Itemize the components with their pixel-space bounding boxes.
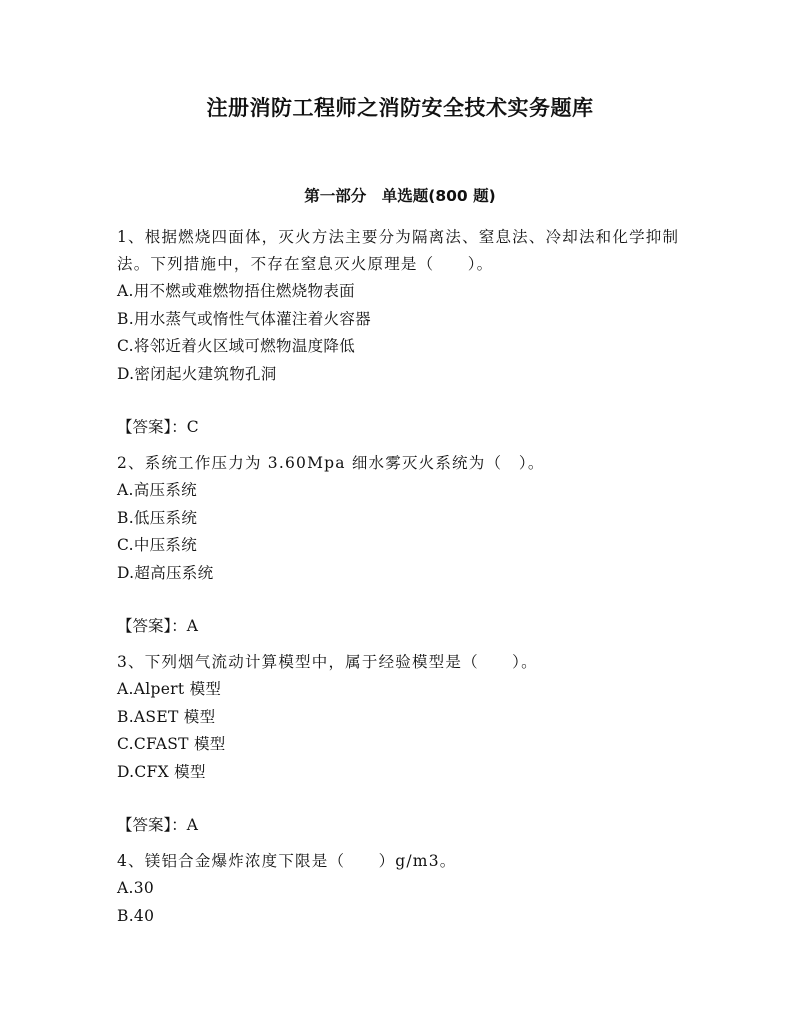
option-d: D.CFX 模型 xyxy=(117,762,206,781)
answer-label: 【答案】： xyxy=(117,418,187,436)
question-stem: 2、系统工作压力为 3.60Mpa 细水雾灭火系统为（ ）。 xyxy=(117,454,545,472)
option-b: B.低压系统 xyxy=(117,508,198,527)
option-a: A.Alpert 模型 xyxy=(117,680,222,698)
question-1 xyxy=(117,224,687,441)
option-b: B.ASET 模型 xyxy=(117,707,216,726)
option-c: C.中压系统 xyxy=(117,536,198,554)
answer-label: 【答案】： xyxy=(117,617,187,635)
option-d: D.超高压系统 xyxy=(117,563,214,582)
option-a: A.高压系统 xyxy=(117,481,197,499)
question-stem: 4、镁铝合金爆炸浓度下限是（ ）g/m3。 xyxy=(117,852,457,870)
option-c: C.CFAST 模型 xyxy=(117,735,226,753)
section-heading: 第一部分 单选题(800 题) xyxy=(304,187,496,205)
option-b: B.用水蒸气或惰性气体灌注着火容器 xyxy=(117,309,371,328)
option-d: D.密闭起火建筑物孔洞 xyxy=(117,364,277,383)
option-c: C.将邻近着火区域可燃物温度降低 xyxy=(117,337,356,355)
option-b: B.40 xyxy=(117,906,155,925)
answer-line xyxy=(117,812,687,839)
question-4 xyxy=(117,848,687,930)
question-2 xyxy=(117,450,687,640)
page-title: 注册消防工程师之消防安全技术实务题库 xyxy=(206,96,594,120)
answer-label: 【答案】： xyxy=(117,816,187,834)
option-a: A.30 xyxy=(117,879,155,897)
question-stem: 1、根据燃烧四面体，灭火方法主要分为隔离法、窒息法、冷却法和化学抑制法。下列措施中，不存在窒息灭火原理是（ ）。 xyxy=(117,228,680,273)
answer-value: C xyxy=(186,418,199,436)
answer-line xyxy=(117,613,687,640)
answer-value: A xyxy=(186,617,198,635)
question-3 xyxy=(117,649,687,839)
question-list xyxy=(117,224,687,930)
question-stem: 3、下列烟气流动计算模型中，属于经验模型是（ ）。 xyxy=(117,653,538,671)
answer-line xyxy=(117,414,687,441)
option-a: A.用不燃或难燃物捂住燃烧物表面 xyxy=(117,282,355,300)
answer-value: A xyxy=(186,816,198,834)
